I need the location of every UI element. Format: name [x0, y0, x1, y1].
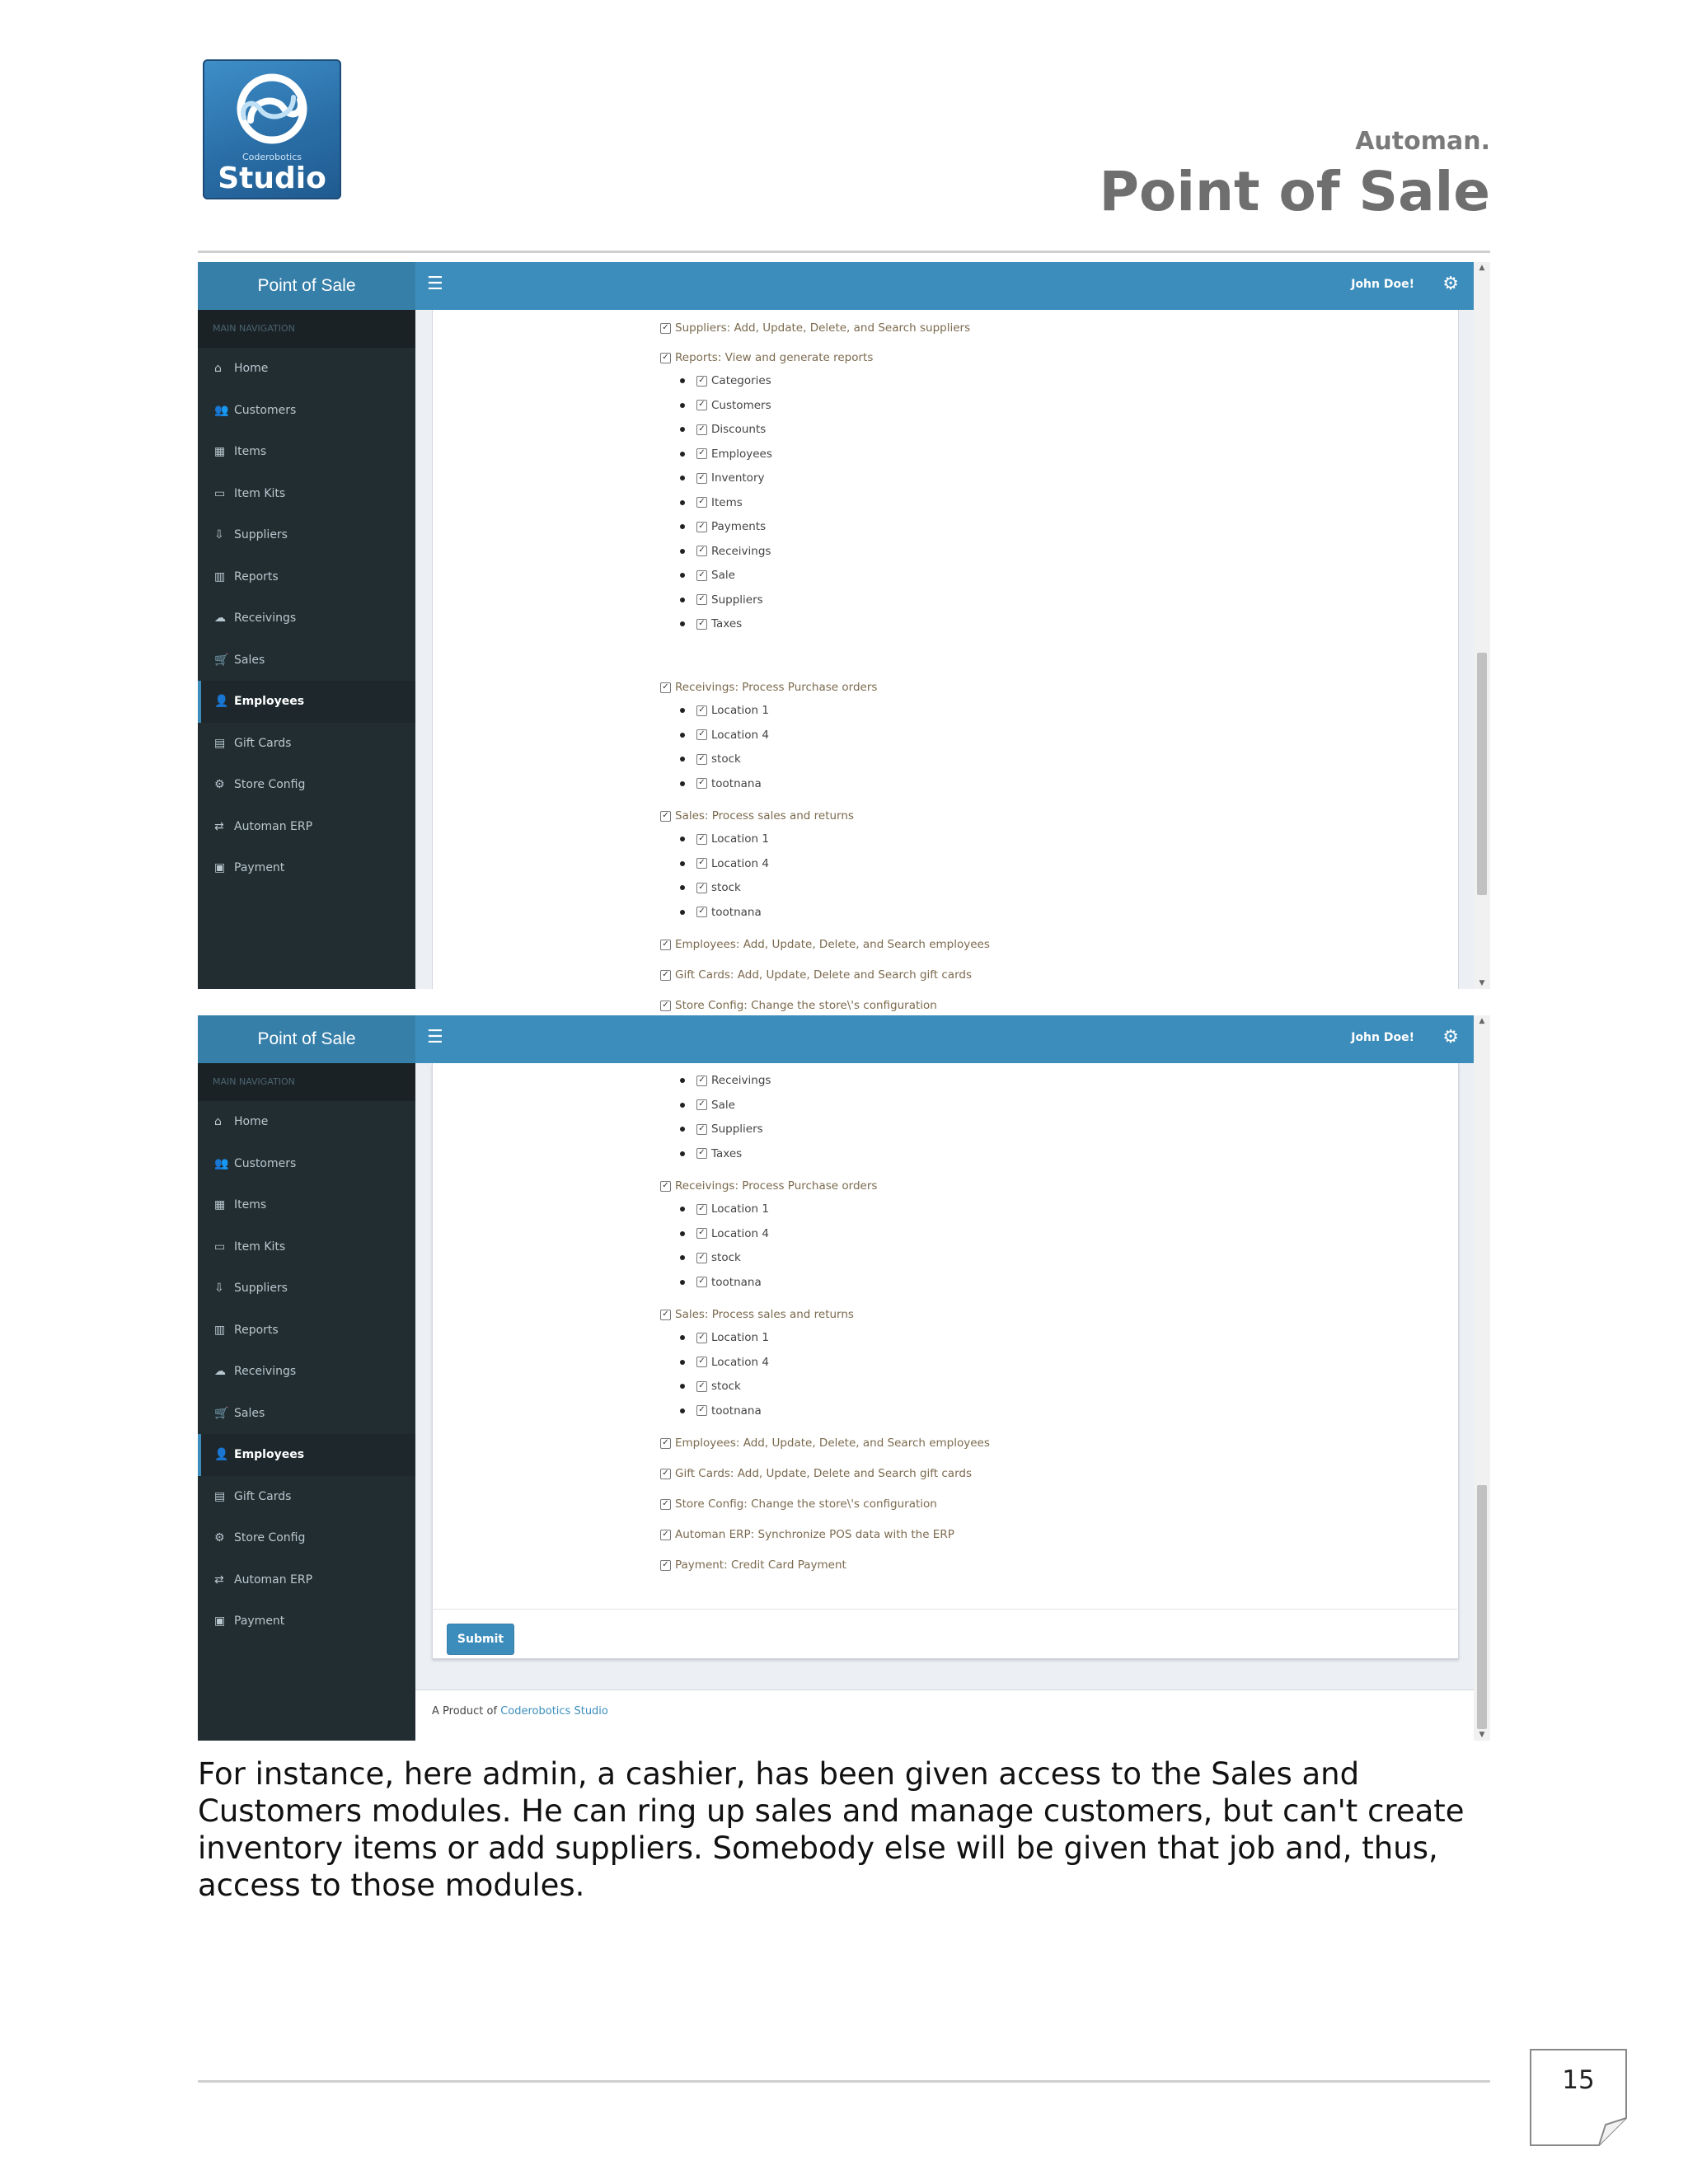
permission-reports[interactable] [660, 351, 873, 364]
bullet-dot [680, 549, 685, 554]
cloud-upload-icon: ☁ [214, 1365, 226, 1379]
user-icon: 👤 [214, 1448, 229, 1462]
sub-permission-label: Location 4 [711, 728, 769, 742]
checkbox-checked[interactable]: ✓ [696, 1228, 707, 1239]
credit-card-icon: ▤ [214, 736, 226, 750]
scrollbar[interactable] [1474, 1015, 1490, 1741]
bullet-dot [680, 910, 685, 915]
sub-permission-label: Taxes [711, 617, 743, 630]
inbox-icon: ▭ [214, 1240, 226, 1254]
checkbox-checked[interactable]: ✓ [696, 1099, 707, 1110]
sidebar-item-label: Home [234, 1115, 269, 1129]
sidebar-item-label: Automan ERP [234, 819, 313, 833]
sidebar-item-label: Store Config [234, 778, 306, 792]
sub-permission-item[interactable] [680, 423, 766, 436]
page-number: 15 [1562, 2065, 1595, 2095]
sub-permission-item[interactable] [680, 448, 772, 461]
main-content [415, 310, 1474, 1012]
sidebar-item-label: Reports [234, 569, 279, 583]
gears-icon: ⚙ [214, 778, 225, 792]
sub-permission-item[interactable] [680, 399, 771, 412]
bullet-dot [680, 476, 685, 480]
inbox-icon: ▭ [214, 486, 226, 500]
app-brand[interactable]: Point of Sale [198, 1015, 415, 1063]
sub-permission-label: Receivings [711, 544, 771, 558]
bullet-dot [680, 1280, 685, 1285]
sidebar [198, 310, 415, 989]
sidebar-item-label: Home [234, 362, 269, 376]
permission-label: Automan ERP: Synchronize POS data with the ERP [675, 1528, 954, 1541]
sub-permission-item[interactable] [680, 471, 764, 485]
scrollbar-thumb[interactable] [1477, 1485, 1487, 1729]
bullet-dot [680, 452, 685, 457]
sub-permission-label: Suppliers [711, 593, 763, 607]
users-icon: 👥 [214, 403, 229, 417]
user-icon: 👤 [214, 695, 229, 709]
sidebar-item-items[interactable] [198, 1184, 415, 1226]
sidebar-item-automan-erp[interactable] [198, 806, 415, 848]
sub-permission-item[interactable] [680, 1251, 741, 1264]
sub-permission-label: Location 1 [711, 1331, 769, 1344]
sidebar-item-label: Item Kits [234, 1240, 286, 1254]
sidebar-item-label: Items [234, 445, 267, 459]
sidebar-item-items[interactable] [198, 431, 415, 473]
checkbox-checked[interactable]: ✓ [696, 1148, 707, 1159]
bullet-dot [680, 781, 685, 786]
screenshot-top [198, 262, 1490, 1012]
sidebar-item-label: Sales [234, 653, 265, 667]
sidebar-nav [198, 348, 415, 889]
main-content [415, 1063, 1474, 1741]
sidebar [198, 1063, 415, 1741]
sidebar-item-label: Items [234, 1198, 267, 1212]
permission-employees[interactable] [660, 1436, 990, 1450]
download-icon: ⇩ [214, 1282, 224, 1296]
sub-permission-label: stock [711, 881, 741, 894]
checkbox-checked[interactable]: ✓ [660, 1560, 671, 1571]
cloud-upload-icon: ☁ [214, 612, 226, 626]
sub-permission-item[interactable] [680, 881, 741, 894]
checkbox-checked[interactable]: ✓ [660, 970, 671, 981]
sidebar-item-receivings[interactable] [198, 598, 415, 640]
sub-permission-label: Inventory [711, 471, 765, 485]
sidebar-item-label: Employees [234, 1448, 305, 1462]
bullet-dot [680, 1408, 685, 1413]
sidebar-item-customers[interactable] [198, 390, 415, 432]
permission-receivings[interactable] [660, 681, 877, 694]
footer-credit [432, 1705, 608, 1718]
permission-storeconfig[interactable] [660, 1497, 937, 1511]
sub-permission-item[interactable] [680, 545, 771, 558]
settings-gears-icon[interactable]: ⚙ [1442, 1027, 1459, 1047]
sidebar-item-label: Payment [234, 861, 285, 875]
checkbox-checked[interactable]: ✓ [660, 1469, 671, 1479]
bullet-dot [680, 1384, 685, 1389]
checkbox-checked[interactable]: ✓ [660, 1499, 671, 1510]
sidebar-item-payment[interactable] [198, 847, 415, 889]
sidebar-item-label: Customers [234, 403, 297, 417]
scroll-down-arrow-icon[interactable]: ▼ [1479, 979, 1485, 987]
exchange-icon: ⇄ [214, 819, 224, 833]
bullet-dot [680, 1078, 685, 1083]
bullet-dot [680, 1231, 685, 1236]
sub-permission-item[interactable] [680, 729, 769, 742]
sidebar-item-customers[interactable] [198, 1143, 415, 1185]
bullet-dot [680, 757, 685, 762]
footer-divider [198, 2080, 1490, 2083]
checkbox-checked[interactable]: ✓ [660, 811, 671, 822]
sub-permission-item[interactable] [680, 1074, 771, 1087]
sidebar-item-home[interactable] [198, 1101, 415, 1143]
home-icon: ⌂ [214, 362, 222, 376]
sub-permission-label: stock [711, 1251, 741, 1264]
sidebar-item-gift-cards[interactable] [198, 723, 415, 765]
permission-sales[interactable] [660, 809, 854, 823]
sidebar-toggle-icon[interactable]: ☰ [427, 1027, 443, 1047]
sub-permission-item[interactable] [680, 704, 769, 717]
checkbox-checked[interactable]: ✓ [660, 1530, 671, 1540]
sidebar-item-label: Item Kits [234, 486, 286, 500]
checkbox-checked[interactable]: ✓ [696, 1405, 707, 1416]
scroll-down-arrow-icon[interactable]: ▼ [1479, 1731, 1485, 1739]
sidebar-item-item-kits[interactable] [198, 1226, 415, 1268]
sub-permission-label: Location 1 [711, 1202, 769, 1216]
sidebar-item-employees[interactable] [198, 681, 415, 723]
sub-permission-label: Sale [711, 1098, 735, 1112]
submit-button[interactable]: Submit [447, 1624, 514, 1655]
sidebar-item-label: Employees [234, 695, 305, 709]
sub-permission-label: Location 4 [711, 1355, 769, 1369]
sidebar-item-store-config[interactable] [198, 764, 415, 806]
scrollbar-thumb[interactable] [1477, 653, 1487, 895]
permission-sales[interactable] [660, 1308, 854, 1321]
sidebar-item-sales[interactable] [198, 1393, 415, 1435]
sub-permission-label: Receivings [711, 1074, 771, 1087]
sub-permission-label: stock [711, 1380, 741, 1393]
brand-subtitle: Automan. [1355, 127, 1490, 156]
sub-permission-item[interactable] [680, 1227, 769, 1240]
page-number-badge [1530, 2049, 1627, 2146]
permissions-box [432, 310, 1459, 1012]
permission-receivings[interactable] [660, 1179, 877, 1193]
app-footer [415, 1690, 1474, 1743]
bullet-dot [680, 885, 685, 890]
bullet-dot [680, 708, 685, 713]
permission-label: Reports: View and generate reports [675, 351, 874, 364]
sub-permission-item[interactable] [680, 520, 766, 533]
sidebar-item-suppliers[interactable] [198, 514, 415, 556]
checkbox-checked[interactable]: ✓ [696, 1204, 707, 1215]
sub-permission-label: Location 1 [711, 832, 769, 846]
sidebar-item-item-kits[interactable] [198, 473, 415, 515]
bullet-dot [680, 573, 685, 578]
checkbox-checked[interactable]: ✓ [696, 778, 707, 789]
sub-permission-item[interactable] [680, 1380, 741, 1393]
permission-giftcards[interactable] [660, 1467, 972, 1480]
bullet-dot [680, 1127, 685, 1132]
sidebar-item-payment[interactable] [198, 1601, 415, 1643]
user-menu[interactable]: John Doe! [1351, 278, 1414, 291]
app-top-navbar [198, 262, 1474, 310]
bullet-dot [680, 1335, 685, 1340]
permission-label: Employees: Add, Update, Delete, and Search employees [675, 1436, 990, 1450]
users-icon: 👥 [214, 1156, 229, 1170]
bullet-dot [680, 861, 685, 866]
home-icon: ⌂ [214, 1115, 222, 1129]
sidebar-item-label: Customers [234, 1156, 297, 1170]
page-curl-icon [1530, 2049, 1627, 2146]
checkbox-checked[interactable]: ✓ [660, 1438, 671, 1449]
scrollbar[interactable] [1474, 262, 1490, 989]
bar-chart-icon: ▥ [214, 1323, 226, 1337]
sub-permission-label: tootnana [711, 905, 762, 919]
permission-payment[interactable] [660, 1558, 846, 1572]
sub-permission-label: tootnana [711, 1275, 762, 1289]
nav-header: MAIN NAVIGATION [198, 1063, 415, 1101]
bullet-dot [680, 598, 685, 602]
sub-permission-label: Location 4 [711, 1226, 769, 1240]
money-icon: ▣ [214, 1615, 226, 1629]
sub-permission-item[interactable] [680, 1099, 735, 1112]
bullet-dot [680, 427, 685, 432]
sub-permission-item[interactable] [680, 752, 741, 766]
sub-permission-label: Location 4 [711, 856, 769, 870]
permission-employees[interactable] [660, 938, 990, 951]
table-icon: ▦ [214, 1198, 226, 1212]
sidebar-item-label: Suppliers [234, 1282, 288, 1296]
sidebar-item-home[interactable] [198, 348, 415, 390]
sub-permission-label: Taxes [711, 1146, 743, 1160]
checkbox-checked[interactable]: ✓ [696, 834, 707, 845]
bullet-dot [680, 500, 685, 505]
bar-chart-icon: ▥ [214, 569, 226, 583]
sub-permission-item[interactable] [680, 1122, 763, 1136]
sub-permission-item[interactable] [680, 906, 762, 919]
logo-big-text: Studio [218, 162, 326, 195]
sidebar-item-label: Suppliers [234, 528, 288, 542]
bullet-dot [680, 403, 685, 408]
sub-permission-label: Categories [711, 374, 771, 387]
permission-label: Suppliers: Add, Update, Delete, and Search suppliers [675, 321, 971, 335]
checkbox-checked[interactable]: ✓ [696, 754, 707, 765]
sidebar-item-suppliers[interactable] [198, 1268, 415, 1310]
permission-label: Receivings: Process Purchase orders [675, 681, 878, 694]
user-menu[interactable]: John Doe! [1351, 1031, 1414, 1044]
sub-permission-label: stock [711, 752, 741, 766]
checkbox-checked[interactable]: ✓ [660, 940, 671, 950]
logo-small-text: Coderobotics [241, 152, 302, 162]
checkbox-checked[interactable]: ✓ [660, 682, 671, 693]
checkbox-checked[interactable]: ✓ [696, 570, 707, 581]
sub-permission-item[interactable] [680, 832, 769, 846]
body-paragraph: For instance, here admin, a cashier, has been given access to the Sales and Customers modules. He can ring up sales and manage customers, but can't create inventory items or add suppliers. Somebody else will be given that job and, thus, access to those modules. [198, 1756, 1465, 1903]
bullet-dot [680, 1151, 685, 1156]
sidebar-item-label: Gift Cards [234, 1489, 292, 1503]
footer-prefix: A Product of [432, 1705, 498, 1718]
permission-label: Store Config: Change the store\'s configuration [675, 1497, 937, 1511]
checkbox-checked[interactable]: ✓ [696, 1381, 707, 1392]
sub-permission-item[interactable] [680, 1147, 742, 1160]
coderobotics-studio-logo [203, 59, 341, 199]
sidebar-item-label: Sales [234, 1406, 265, 1420]
sub-permission-label: Suppliers [711, 1122, 763, 1136]
checkbox-checked[interactable]: ✓ [696, 424, 707, 435]
checkbox-checked[interactable]: ✓ [660, 353, 671, 363]
sub-permission-item[interactable] [680, 1276, 762, 1289]
gears-icon: ⚙ [214, 1531, 225, 1545]
sub-permission-label: Location 1 [711, 704, 769, 717]
bullet-dot [680, 1207, 685, 1212]
checkbox-checked[interactable]: ✓ [696, 883, 707, 893]
app-top-navbar [198, 1015, 1474, 1063]
permission-automan-erp[interactable] [660, 1528, 954, 1541]
permission-label: Store Config: Change the store\'s configuration [675, 999, 937, 1012]
bullet-dot [680, 1360, 685, 1365]
sub-permission-label: Items [711, 495, 743, 509]
footer-link[interactable]: Coderobotics Studio [500, 1705, 608, 1718]
sidebar-item-label: Automan ERP [234, 1572, 313, 1586]
sidebar-item-store-config[interactable] [198, 1517, 415, 1559]
sidebar-item-label: Store Config [234, 1531, 306, 1545]
scroll-up-arrow-icon[interactable]: ▲ [1479, 1017, 1485, 1025]
sidebar-item-label: Receivings [234, 612, 297, 626]
checkbox-checked[interactable]: ✓ [696, 1357, 707, 1367]
sub-permission-item[interactable] [680, 1404, 762, 1418]
bullet-dot [680, 1255, 685, 1260]
sidebar-item-reports[interactable] [198, 556, 415, 598]
sidebar-item-automan-erp[interactable] [198, 1559, 415, 1601]
checkbox-checked[interactable]: ✓ [660, 323, 671, 334]
sub-permission-item[interactable] [680, 1202, 769, 1216]
checkbox-checked[interactable]: ✓ [696, 400, 707, 410]
logo-swirl-icon [226, 71, 318, 150]
permission-label: Employees: Add, Update, Delete, and Search employees [675, 938, 990, 951]
app-brand[interactable]: Point of Sale [198, 262, 415, 310]
cart-icon: 🛒 [214, 1406, 229, 1420]
sidebar-item-gift-cards[interactable] [198, 1476, 415, 1518]
sub-permission-label: Sale [711, 569, 735, 582]
credit-card-icon: ▤ [214, 1489, 226, 1503]
sub-permission-item[interactable] [680, 1331, 769, 1344]
permission-label: Sales: Process sales and returns [675, 1308, 854, 1321]
checkbox-checked[interactable]: ✓ [696, 497, 707, 508]
checkbox-checked[interactable]: ✓ [696, 473, 707, 484]
checkbox-checked[interactable]: ✓ [696, 522, 707, 532]
checkbox-checked[interactable]: ✓ [696, 619, 707, 630]
sidebar-item-reports[interactable] [198, 1310, 415, 1352]
bullet-dot [680, 621, 685, 626]
checkbox-checked[interactable]: ✓ [696, 705, 707, 716]
header-divider [198, 251, 1490, 253]
sub-permission-item[interactable] [680, 617, 742, 630]
document-title: Point of Sale [1099, 160, 1490, 223]
permissions-box [432, 1063, 1459, 1659]
nav-header: MAIN NAVIGATION [198, 310, 415, 348]
sub-permission-label: tootnana [711, 1404, 762, 1418]
checkbox-checked[interactable]: ✓ [696, 1124, 707, 1135]
sidebar-nav [198, 1101, 415, 1643]
permission-label: Sales: Process sales and returns [675, 809, 854, 823]
download-icon: ⇩ [214, 528, 224, 542]
bullet-dot [680, 1103, 685, 1108]
sidebar-item-sales[interactable] [198, 640, 415, 682]
box-footer-divider [432, 1609, 1457, 1610]
bullet-dot [680, 524, 685, 529]
cart-icon: 🛒 [214, 653, 229, 667]
sub-permission-item[interactable] [680, 857, 769, 870]
screenshot-bottom [198, 1015, 1490, 1741]
sidebar-item-label: Receivings [234, 1365, 297, 1379]
bullet-dot [680, 378, 685, 383]
checkbox-checked[interactable]: ✓ [696, 729, 707, 740]
sub-permission-label: Employees [711, 447, 772, 461]
exchange-icon: ⇄ [214, 1572, 224, 1586]
sidebar-item-label: Payment [234, 1615, 285, 1629]
permission-storeconfig[interactable] [660, 999, 937, 1012]
checkbox-checked[interactable]: ✓ [696, 1277, 707, 1287]
permission-label: Gift Cards: Add, Update, Delete and Search gift cards [675, 1467, 972, 1480]
checkbox-checked[interactable]: ✓ [660, 1001, 671, 1011]
sub-permission-label: Payments [711, 520, 767, 533]
permission-label: Gift Cards: Add, Update, Delete and Search gift cards [675, 968, 972, 982]
table-icon: ▦ [214, 445, 226, 459]
checkbox-checked[interactable]: ✓ [696, 1333, 707, 1343]
checkbox-checked[interactable]: ✓ [660, 1310, 671, 1320]
checkbox-checked[interactable]: ✓ [696, 448, 707, 459]
checkbox-checked[interactable]: ✓ [696, 858, 707, 869]
settings-gears-icon[interactable]: ⚙ [1442, 274, 1459, 294]
sub-permission-label: Discounts [711, 423, 767, 436]
checkbox-checked[interactable]: ✓ [696, 546, 707, 556]
checkbox-checked[interactable]: ✓ [696, 376, 707, 387]
money-icon: ▣ [214, 861, 226, 875]
permission-giftcards[interactable] [660, 968, 972, 982]
scroll-up-arrow-icon[interactable]: ▲ [1479, 264, 1485, 272]
sub-permission-item[interactable] [680, 777, 762, 790]
sidebar-item-employees[interactable] [198, 1434, 415, 1476]
checkbox-checked[interactable]: ✓ [696, 907, 707, 917]
sub-permission-label: Customers [711, 398, 771, 412]
checkbox-checked[interactable]: ✓ [660, 1181, 671, 1192]
sub-permission-item[interactable] [680, 1356, 769, 1369]
sub-permission-item[interactable] [680, 593, 763, 607]
permission-label: Payment: Credit Card Payment [675, 1558, 846, 1572]
permission-suppliers[interactable] [660, 321, 970, 335]
sub-permission-item[interactable] [680, 374, 771, 387]
sidebar-item-label: Reports [234, 1323, 279, 1337]
sidebar-toggle-icon[interactable]: ☰ [427, 274, 443, 294]
checkbox-checked[interactable]: ✓ [696, 1253, 707, 1263]
sub-permission-item[interactable] [680, 569, 735, 582]
bullet-dot [680, 837, 685, 841]
sub-permission-label: tootnana [711, 776, 762, 790]
sidebar-item-label: Gift Cards [234, 736, 292, 750]
permission-label: Receivings: Process Purchase orders [675, 1179, 878, 1193]
bullet-dot [680, 733, 685, 738]
sub-permission-item[interactable] [680, 496, 743, 509]
checkbox-checked[interactable]: ✓ [696, 1076, 707, 1086]
sidebar-item-receivings[interactable] [198, 1351, 415, 1393]
checkbox-checked[interactable]: ✓ [696, 594, 707, 605]
